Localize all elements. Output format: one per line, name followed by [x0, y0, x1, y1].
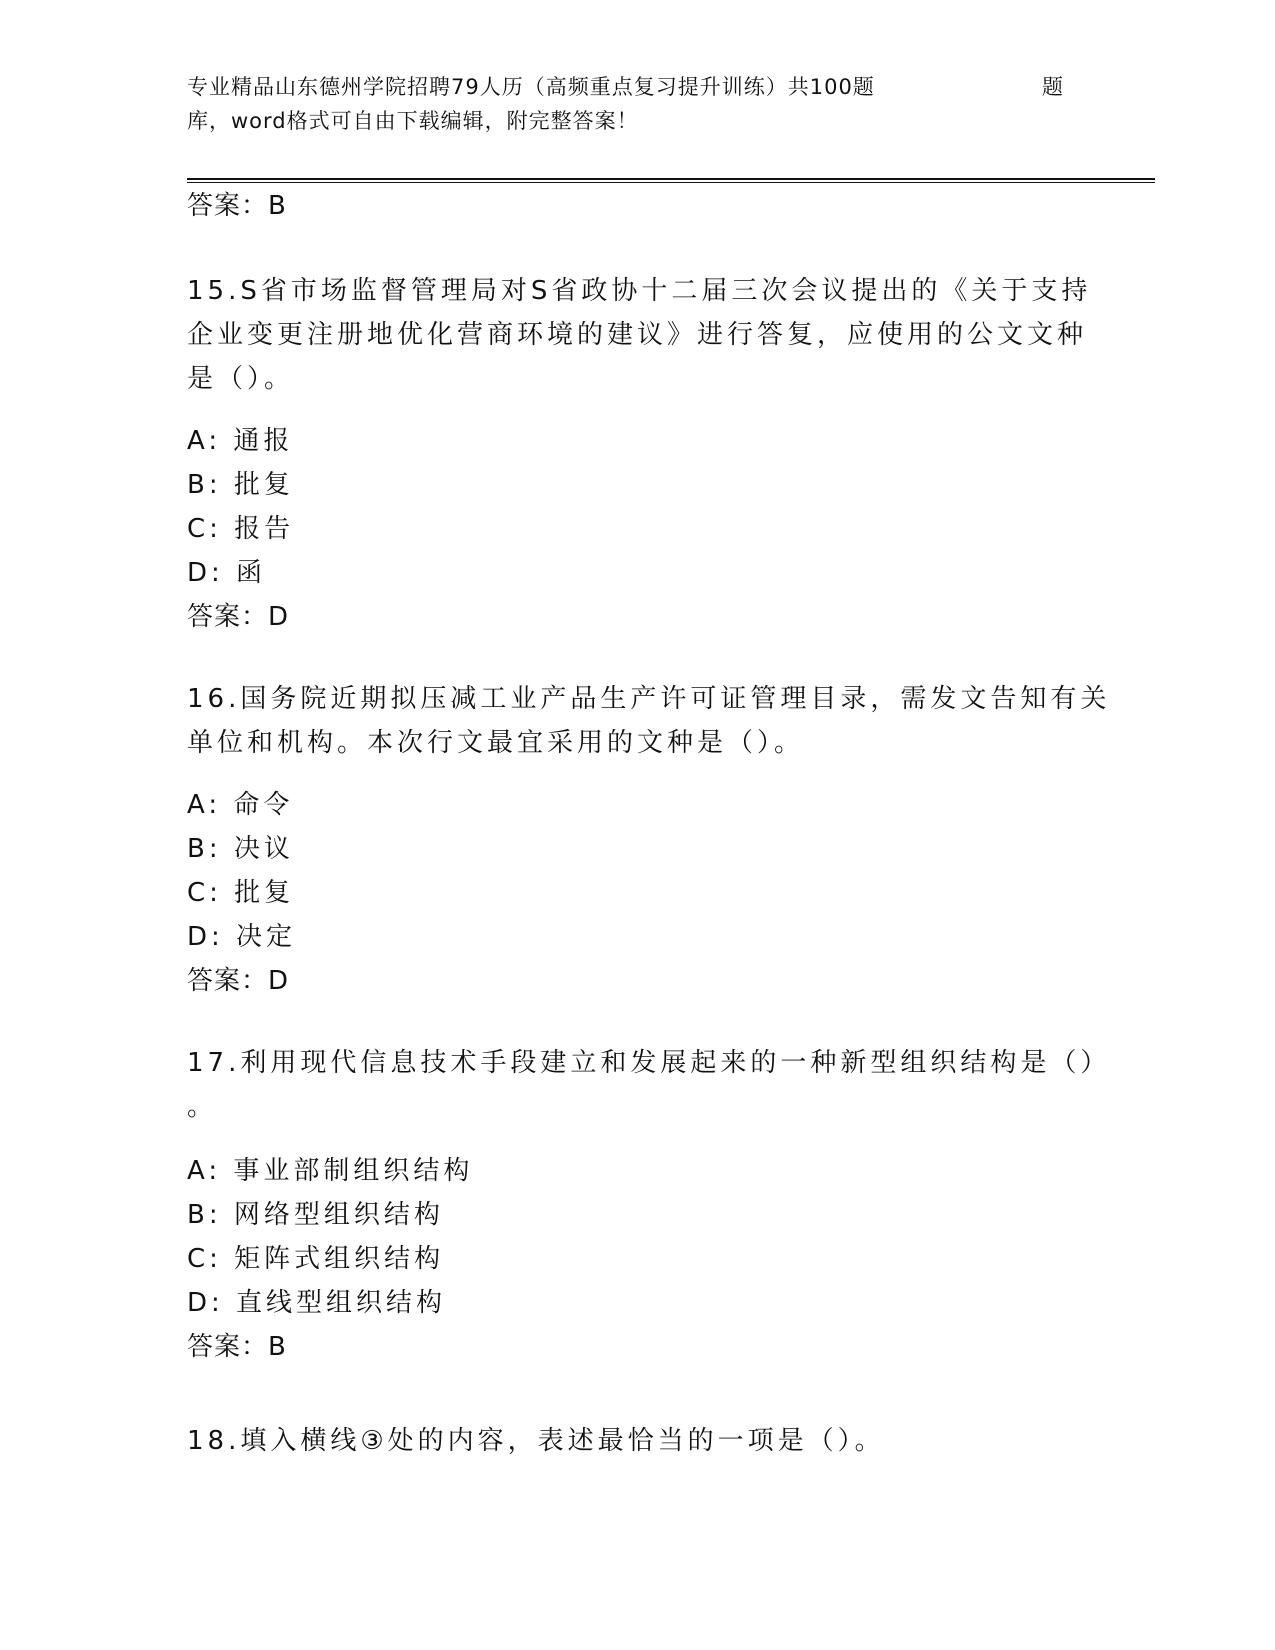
question-15-line-2: 企业变更注册地优化营商环境的建议》进行答复，应使用的公文文种 [187, 320, 1088, 350]
question-16-option-b: B: 决议 [187, 834, 294, 864]
question-17-option-a: A: 事业部制组织结构 [187, 1156, 474, 1186]
question-17-option-d: D: 直线型组织结构 [187, 1288, 447, 1318]
header-line-1: 专业精品山东德州学院招聘79人历（高频重点复习提升训练）共100题 [187, 75, 875, 99]
page-header [187, 70, 1067, 138]
question-15-line-3: 是（）。 [187, 364, 295, 394]
prev-answer: 答案：B [187, 191, 287, 221]
question-18-line-1: 18.填入横线③处的内容，表述最恰当的一项是（）。 [187, 1426, 885, 1456]
question-15-option-c: C: 报告 [187, 514, 295, 544]
question-15-option-b: B: 批复 [187, 470, 294, 500]
question-15-line-1: 15.S省市场监督管理局对S省政协十二届三次会议提出的《关于支持 [187, 276, 1092, 306]
question-16-answer: 答案：D [187, 966, 290, 996]
header-line-2: 库，word格式可自由下载编辑，附完整答案！ [187, 109, 639, 133]
question-16-option-a: A: 命令 [187, 790, 294, 820]
question-16-line-1: 16.国务院近期拟压减工业产品生产许可证管理目录，需发文告知有关 [187, 684, 1111, 714]
question-15-answer: 答案：D [187, 602, 290, 632]
header-divider [187, 178, 1155, 183]
question-17-option-b: B: 网络型组织结构 [187, 1200, 444, 1230]
question-15-option-d: D: 函 [187, 558, 267, 588]
question-16-option-d: D: 决定 [187, 922, 297, 952]
header-line-1-tail: 题 [1042, 75, 1064, 99]
question-17-line-2: 。 [187, 1092, 218, 1122]
question-16-option-c: C: 批复 [187, 878, 295, 908]
question-17-option-c: C: 矩阵式组织结构 [187, 1244, 445, 1274]
question-17-answer: 答案：B [187, 1332, 287, 1362]
question-17-line-1: 17.利用现代信息技术手段建立和发展起来的一种新型组织结构是（） [187, 1048, 1111, 1078]
question-15-option-a: A: 通报 [187, 426, 294, 456]
question-16-line-2: 单位和机构。本次行文最宜采用的文种是（）。 [187, 728, 805, 758]
